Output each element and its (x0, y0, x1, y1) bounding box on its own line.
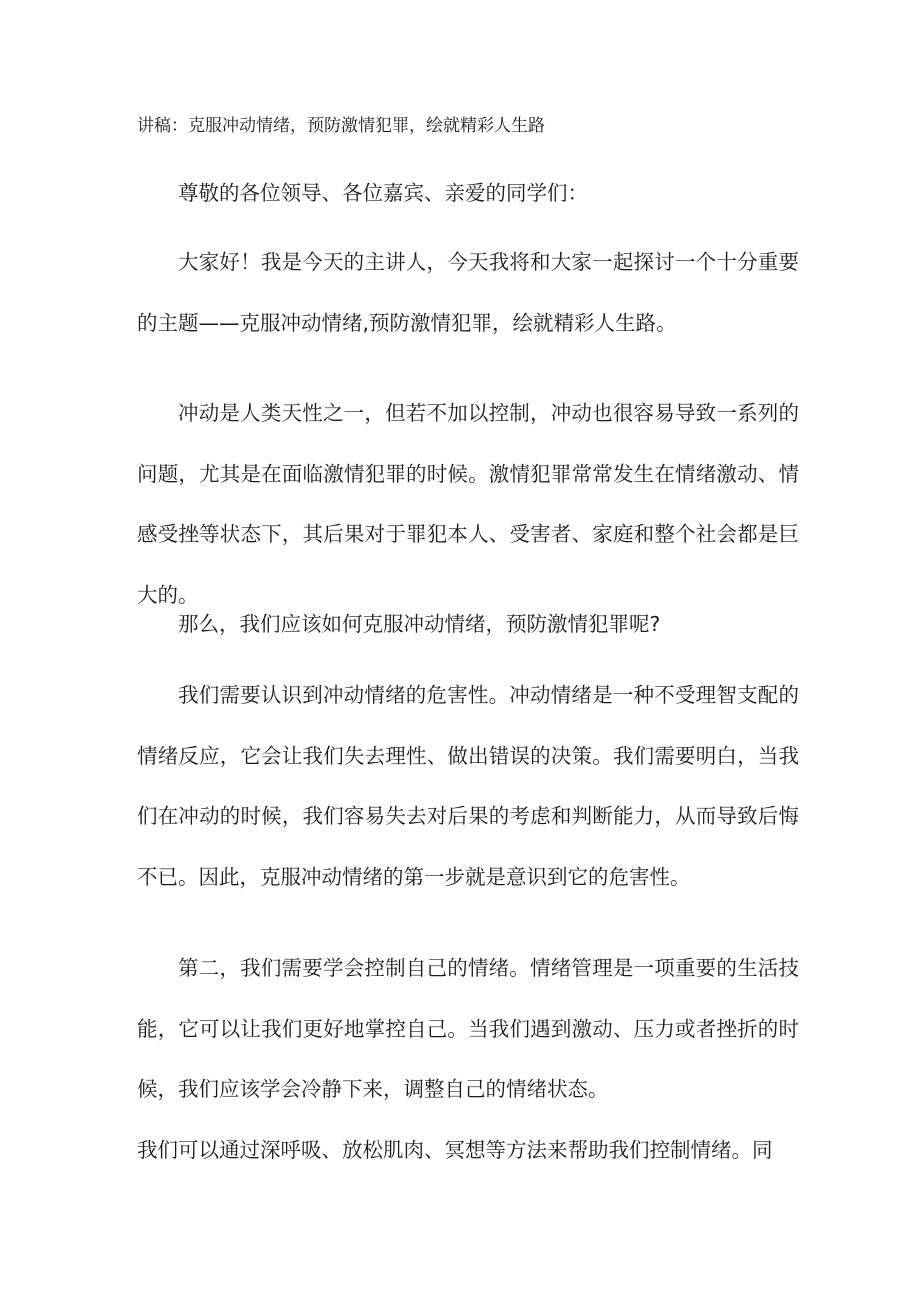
paragraph-methods: 我们可以通过深呼吸、放松肌肉、冥想等方法来帮助我们控制情绪。同 (137, 1138, 773, 1162)
paragraph-intro: 大家好！我是今天的主讲人，今天我将和大家一起探讨一个十分重要的主题——克服冲动情绪,预防激情犯罪，绘就精彩人生路。 (137, 250, 799, 335)
document-heading: 讲稿：克服冲动情绪，预防激情犯罪，绘就精彩人生路 (137, 116, 545, 136)
paragraph-impulse: 冲动是人类天性之一，但若不加以控制，冲动也很容易导致一系列的问题，尤其是在面临激情犯罪的时候。激情犯罪常常发生在情绪激动、情感受挫等状态下，其后果对于罪犯本人、受害者、家庭和整个社会都是巨大的。 (137, 401, 799, 607)
paragraph-first-point: 我们需要认识到冲动情绪的危害性。冲动情绪是一种不受理智支配的情绪反应，它会让我们失去理性、做出错误的决策。我们需要明白，当我们在冲动的时候，我们容易失去对后果的考虑和判断能力，从而导致后悔不已。因此，克服冲动情绪的第一步就是意识到它的危害性。 (137, 683, 799, 889)
paragraph-greeting: 尊敬的各位领导、各位嘉宾、亲爱的同学们： (178, 181, 588, 205)
paragraph-second-point: 第二，我们需要学会控制自己的情绪。情绪管理是一项重要的生活技能，它可以让我们更好地掌控自己。当我们遇到激动、压力或者挫折的时候，我们应该学会冷静下来，调整自己的情绪状态。 (137, 956, 799, 1102)
paragraph-question: 那么，我们应该如何克服冲动情绪，预防激情犯罪呢? (178, 612, 661, 636)
